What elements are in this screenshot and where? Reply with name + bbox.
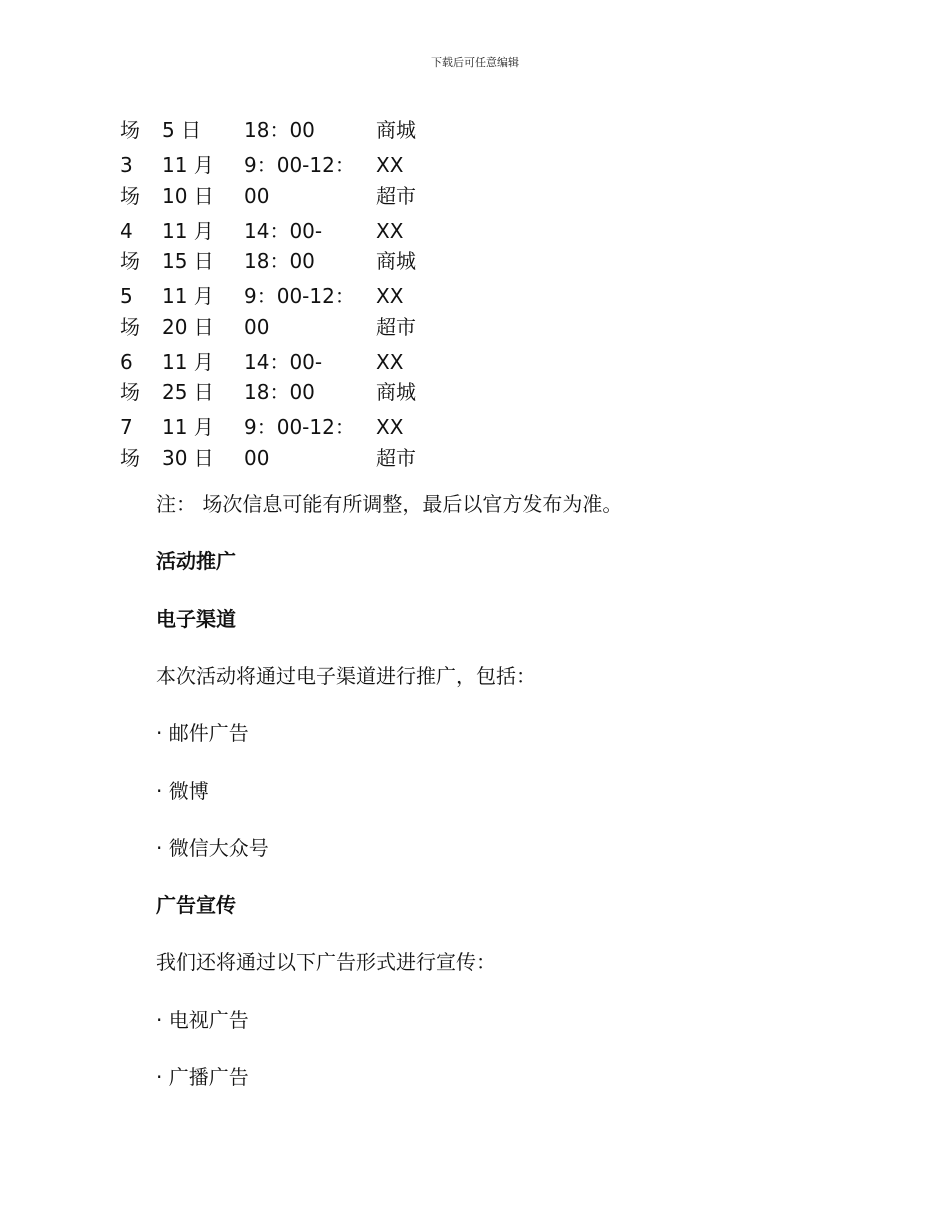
date-month: 11 月 — [162, 153, 214, 177]
place-cell — [376, 281, 446, 342]
date-cell — [162, 216, 244, 277]
place-name: 商城 — [376, 249, 416, 273]
place-cell — [376, 412, 446, 473]
place-code: XX — [376, 153, 404, 177]
electronic-channel-intro: 本次活动将通过电子渠道进行推广，包括： — [156, 664, 536, 688]
session-number: 7 — [120, 415, 133, 439]
schedule-note: 注： 场次信息可能有所调整，最后以官方发布为准。 — [156, 492, 623, 516]
place-code: XX — [376, 349, 404, 374]
session-cell — [120, 216, 162, 277]
date-text: 5 日 — [162, 118, 202, 142]
electronic-item-email: · 邮件广告 — [156, 721, 249, 745]
schedule-row — [120, 216, 450, 282]
date-month: 11 月 — [162, 218, 214, 243]
place-text: 商城 — [376, 118, 416, 142]
place-code: XX — [376, 415, 404, 439]
electronic-item-wechat: · 微信大众号 — [156, 836, 269, 860]
time-start: 14：00- — [244, 349, 323, 374]
electronic-item-weibo: · 微博 — [156, 779, 209, 803]
place-name: 商城 — [376, 380, 416, 404]
date-cell — [162, 281, 244, 342]
date-day: 10 日 — [162, 183, 214, 208]
date-cell — [162, 150, 244, 211]
date-cell — [162, 412, 244, 473]
date-cell — [162, 115, 244, 146]
advertising-item-radio: · 广播广告 — [156, 1065, 249, 1089]
time-end: 00 — [244, 183, 270, 208]
time-start: 14：00- — [244, 218, 323, 243]
place-cell — [376, 115, 446, 146]
time-cell — [244, 412, 376, 473]
date-cell — [162, 347, 244, 408]
schedule-row — [120, 281, 450, 347]
electronic-channel-heading: 电子渠道 — [156, 607, 236, 631]
time-start: 9：00-12： — [244, 284, 355, 308]
session-number: 6 — [120, 349, 133, 374]
date-day: 20 日 — [162, 314, 214, 339]
time-start: 9：00-12： — [244, 415, 355, 439]
schedule-row — [120, 347, 450, 413]
schedule-row — [120, 115, 450, 150]
time-end: 00 — [244, 445, 270, 470]
session-label: 场 — [120, 249, 140, 273]
session-cell — [120, 412, 162, 473]
schedule-row — [120, 412, 450, 478]
session-text: 场 — [120, 118, 140, 142]
promotion-heading: 活动推广 — [156, 549, 236, 573]
time-end: 18：00 — [244, 249, 315, 273]
date-day: 15 日 — [162, 249, 214, 273]
time-cell — [244, 115, 376, 146]
session-number: 3 — [120, 153, 133, 177]
place-name: 超市 — [376, 314, 416, 339]
advertising-item-tv: · 电视广告 — [156, 1008, 249, 1032]
session-label: 场 — [120, 314, 140, 339]
place-name: 超市 — [376, 183, 416, 208]
time-end: 18：00 — [244, 380, 315, 404]
time-start: 9：00-12： — [244, 153, 355, 177]
date-month: 11 月 — [162, 284, 214, 308]
session-number: 4 — [120, 218, 133, 243]
time-cell — [244, 216, 376, 277]
advertising-heading: 广告宣传 — [156, 893, 236, 917]
date-month: 11 月 — [162, 415, 214, 439]
date-day: 25 日 — [162, 380, 214, 404]
session-label: 场 — [120, 445, 140, 470]
date-month: 11 月 — [162, 349, 214, 374]
session-cell — [120, 347, 162, 408]
time-text: 18：00 — [244, 118, 315, 142]
place-cell — [376, 216, 446, 277]
time-cell — [244, 347, 376, 408]
session-cell — [120, 115, 162, 146]
session-label: 场 — [120, 183, 140, 208]
place-code: XX — [376, 284, 404, 308]
schedule-table — [120, 115, 450, 478]
advertising-intro: 我们还将通过以下广告形式进行宣传： — [156, 950, 496, 974]
place-cell — [376, 150, 446, 211]
session-cell — [120, 281, 162, 342]
session-number: 5 — [120, 284, 133, 308]
session-label: 场 — [120, 380, 140, 404]
date-day: 30 日 — [162, 445, 214, 470]
time-cell — [244, 281, 376, 342]
session-cell — [120, 150, 162, 211]
page-header-note: 下载后可任意编辑 — [431, 56, 519, 69]
place-code: XX — [376, 218, 404, 243]
place-cell — [376, 347, 446, 408]
schedule-row — [120, 150, 450, 216]
time-cell — [244, 150, 376, 211]
time-end: 00 — [244, 314, 270, 339]
place-name: 超市 — [376, 445, 416, 470]
